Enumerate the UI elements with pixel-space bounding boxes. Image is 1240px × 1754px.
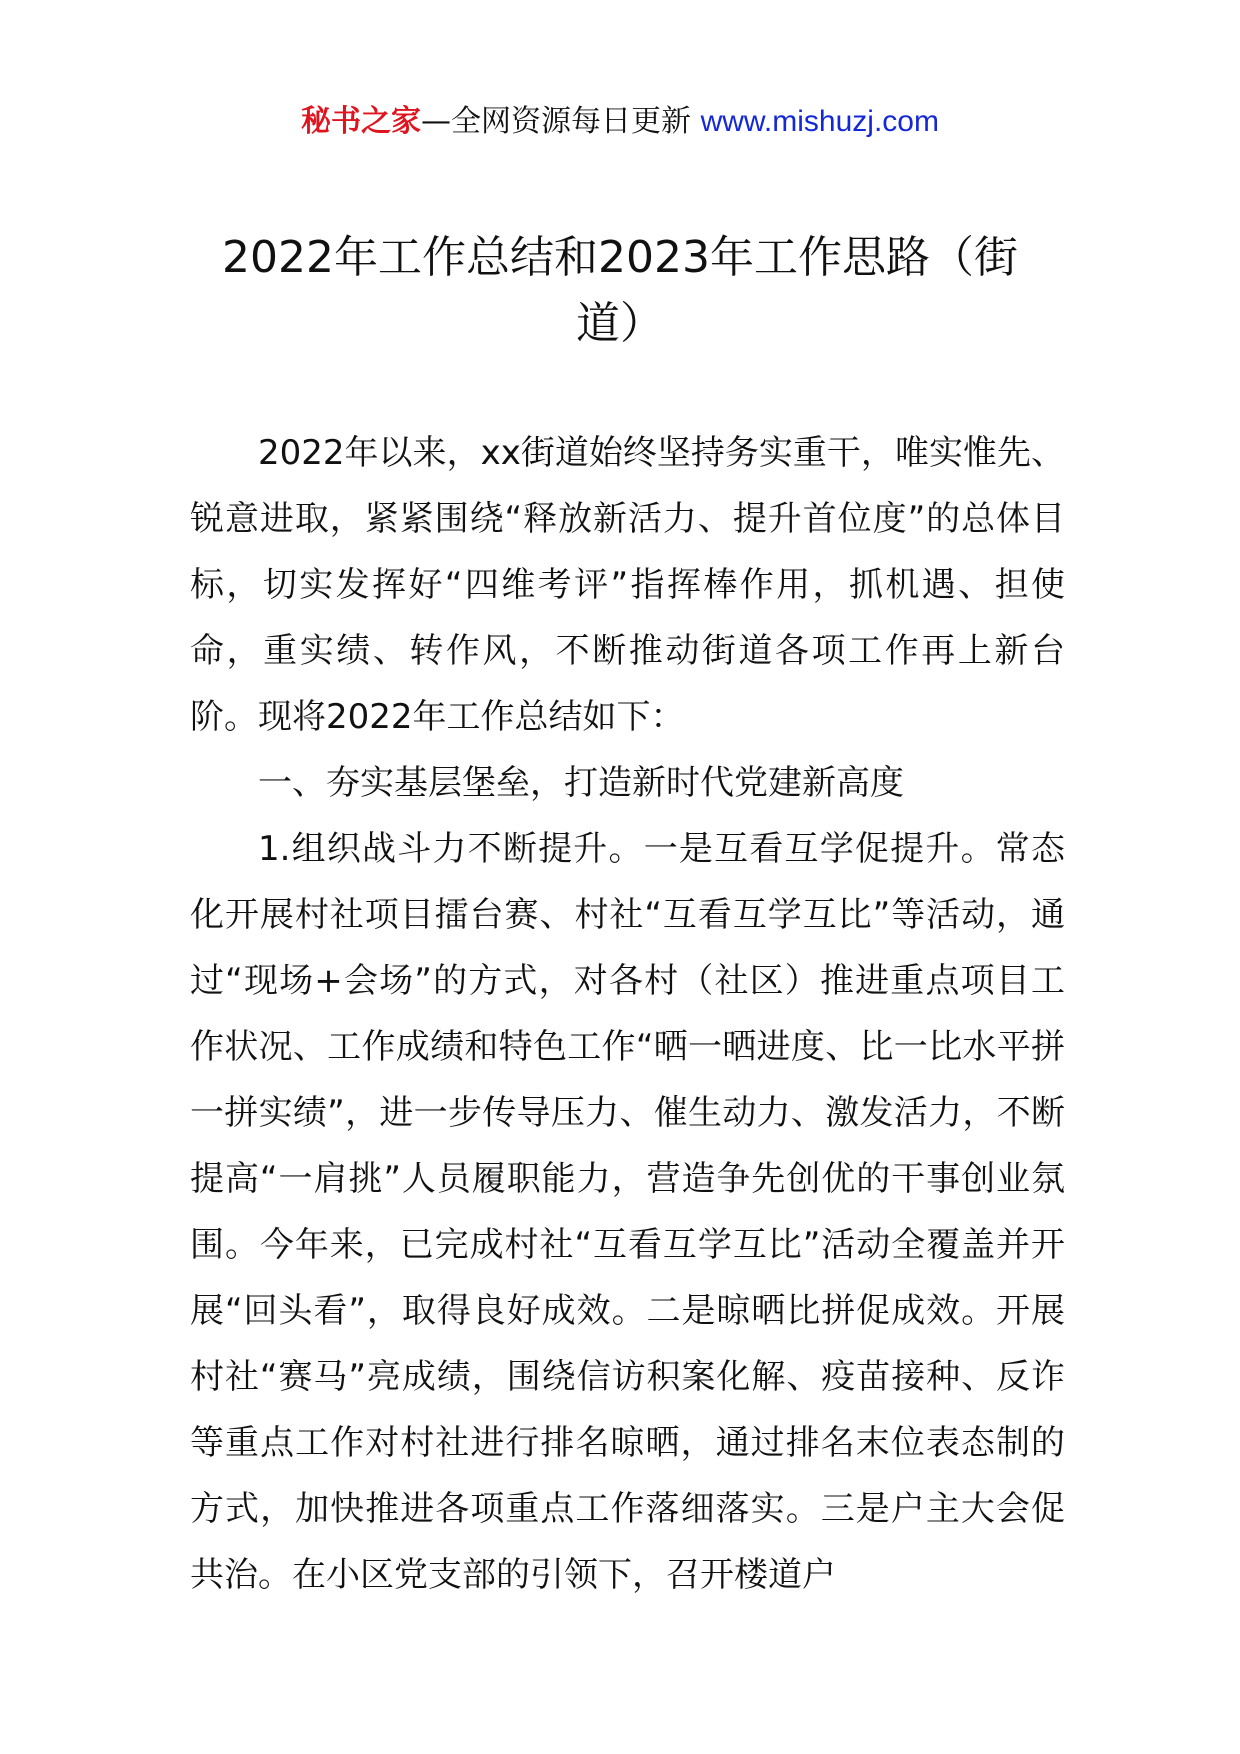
intro-paragraph: 2022年以来，xx街道始终坚持务实重干，唯实惟先、锐意进取，紧紧围绕“释放新活力、提升首位度”的总体目标，切实发挥好“四维考评”指挥棒作用，抓机遇、担使命，重实绩、转作风，不断推动街道各项工作再上新台阶。现将2022年工作总结如下： xyxy=(190,433,1065,737)
document-body xyxy=(190,420,1065,1608)
site-header xyxy=(0,100,1240,144)
site-url-link[interactable]: www.mishuzj.com xyxy=(700,105,939,138)
header-tagline: —全网资源每日更新 xyxy=(421,104,692,139)
document-title: 2022年工作总结和2023年工作思路（街道） xyxy=(222,232,1018,349)
brand-name: 秘书之家 xyxy=(301,104,422,139)
section-heading: 一、夯实基层堡垒，打造新时代党建新高度 xyxy=(258,763,904,803)
body-paragraph: 1.组织战斗力不断提升。一是互看互学促提升。常态化开展村社项目擂台赛、村社“互看互学互比”等活动，通过“现场+会场”的方式，对各村（社区）推进重点项目工作状况、工作成绩和特色工作“晒一晒进度、比一比水平拼一拼实绩”，进一步传导压力、催生动力、激发活力，不断提高“一肩挑”人员履职能力，营造争先创优的干事创业氛围。今年来，已完成村社“互看互学互比”活动全覆盖并开展“回头看”，取得良好成效。二是晾晒比拼促成效。开展村社“赛马”亮成绩，围绕信访积案化解、疫苗接种、反诈等重点工作对村社进行排名晾晒，通过排名末位表态制的方式，加快推进各项重点工作落细落实。三是户主大会促共治。在小区党支部的引领下，召开楼道户 xyxy=(190,829,1065,1595)
